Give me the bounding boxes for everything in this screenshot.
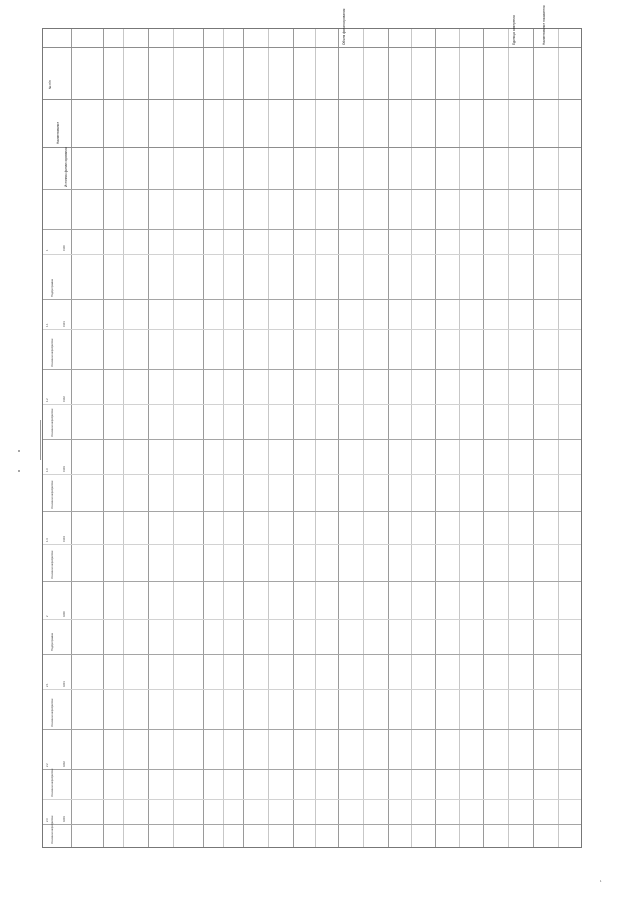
row-num: 1.4 <box>46 538 49 542</box>
row-name: Основное мероприятие <box>51 550 54 579</box>
header-unit: Единица измерения <box>512 15 516 45</box>
row-num: 2 <box>46 615 49 617</box>
row-name: Основное мероприятие <box>51 480 54 509</box>
table-row-line <box>43 147 581 148</box>
table-col-line <box>363 29 364 847</box>
table-row-line <box>43 329 581 330</box>
table-col-line <box>173 29 174 847</box>
table-col-line <box>533 29 534 847</box>
row-code: 0103 <box>63 466 66 472</box>
header-source: Источник финансирования <box>64 147 68 187</box>
table-row-line <box>43 581 581 582</box>
row-code: 0201 <box>63 681 66 687</box>
row-name: Основное мероприятие <box>51 338 54 367</box>
table-row-line <box>43 254 581 255</box>
row-code: 0202 <box>63 761 66 767</box>
table-col-line <box>435 29 436 847</box>
table-col-line <box>268 29 269 847</box>
row-code: 0104 <box>63 536 66 542</box>
table-row-line <box>43 619 581 620</box>
table-col-line <box>293 29 294 847</box>
table-col-line <box>508 29 509 847</box>
table-row-line <box>43 689 581 690</box>
table-col-line <box>459 29 460 847</box>
table-row-line <box>43 799 581 800</box>
header-name: Наименование <box>56 121 60 144</box>
table-row-line <box>43 474 581 475</box>
table-col-line <box>338 29 339 847</box>
table-col-line <box>388 29 389 847</box>
table-row-line <box>43 299 581 300</box>
row-code: 0102 <box>63 396 66 402</box>
row-code: 0100 <box>63 245 66 251</box>
row-num: 1.1 <box>46 323 49 327</box>
row-num: 2.3 <box>46 818 49 822</box>
row-num: 1.2 <box>46 398 49 402</box>
rotated-table <box>42 5 582 848</box>
table-row-line <box>43 404 581 405</box>
table-row-line <box>43 824 581 825</box>
table-row-line <box>43 511 581 512</box>
table-col-line <box>411 29 412 847</box>
scan-mark <box>40 420 41 460</box>
table-col-line <box>483 29 484 847</box>
table-col-line <box>203 29 204 847</box>
table-col-line <box>558 29 559 847</box>
table-col-line <box>315 29 316 847</box>
table-col-line <box>148 29 149 847</box>
row-name: Основное мероприятие <box>51 408 54 437</box>
table-col-line <box>123 29 124 847</box>
table-row-line <box>43 369 581 370</box>
row-name: Подпрограмма <box>51 633 54 651</box>
scan-dot <box>18 470 20 472</box>
row-name: Основное мероприятие <box>51 698 54 727</box>
table-row-line <box>43 729 581 730</box>
table-row-line <box>43 769 581 770</box>
row-name: Подпрограмма <box>51 279 54 297</box>
row-name: Основное мероприятие <box>51 768 54 797</box>
table-col-line <box>71 29 72 847</box>
page-number: 1 <box>600 880 602 883</box>
row-num: 2.1 <box>46 683 49 687</box>
header-indicator: Наименование показателя <box>542 5 546 45</box>
row-code: 0203 <box>63 816 66 822</box>
scan-dot <box>18 450 20 452</box>
table-col-line <box>103 29 104 847</box>
header-amount: Объем финансирования <box>342 8 346 45</box>
table-row-line <box>43 99 581 100</box>
table-col-line <box>223 29 224 847</box>
row-num: 2.2 <box>46 763 49 767</box>
row-num: 1 <box>46 249 49 251</box>
table-row-line <box>43 654 581 655</box>
table-row-line <box>43 439 581 440</box>
row-num: 1.3 <box>46 468 49 472</box>
row-code: 0200 <box>63 611 66 617</box>
table-row-line <box>43 544 581 545</box>
table-row-line <box>43 47 581 48</box>
table-row-line <box>43 229 581 230</box>
table-row-line <box>43 189 581 190</box>
table-col-line <box>243 29 244 847</box>
row-name: Основное мероприятие <box>51 815 54 844</box>
header-num: № п/п <box>48 80 52 89</box>
row-code: 0101 <box>63 321 66 327</box>
